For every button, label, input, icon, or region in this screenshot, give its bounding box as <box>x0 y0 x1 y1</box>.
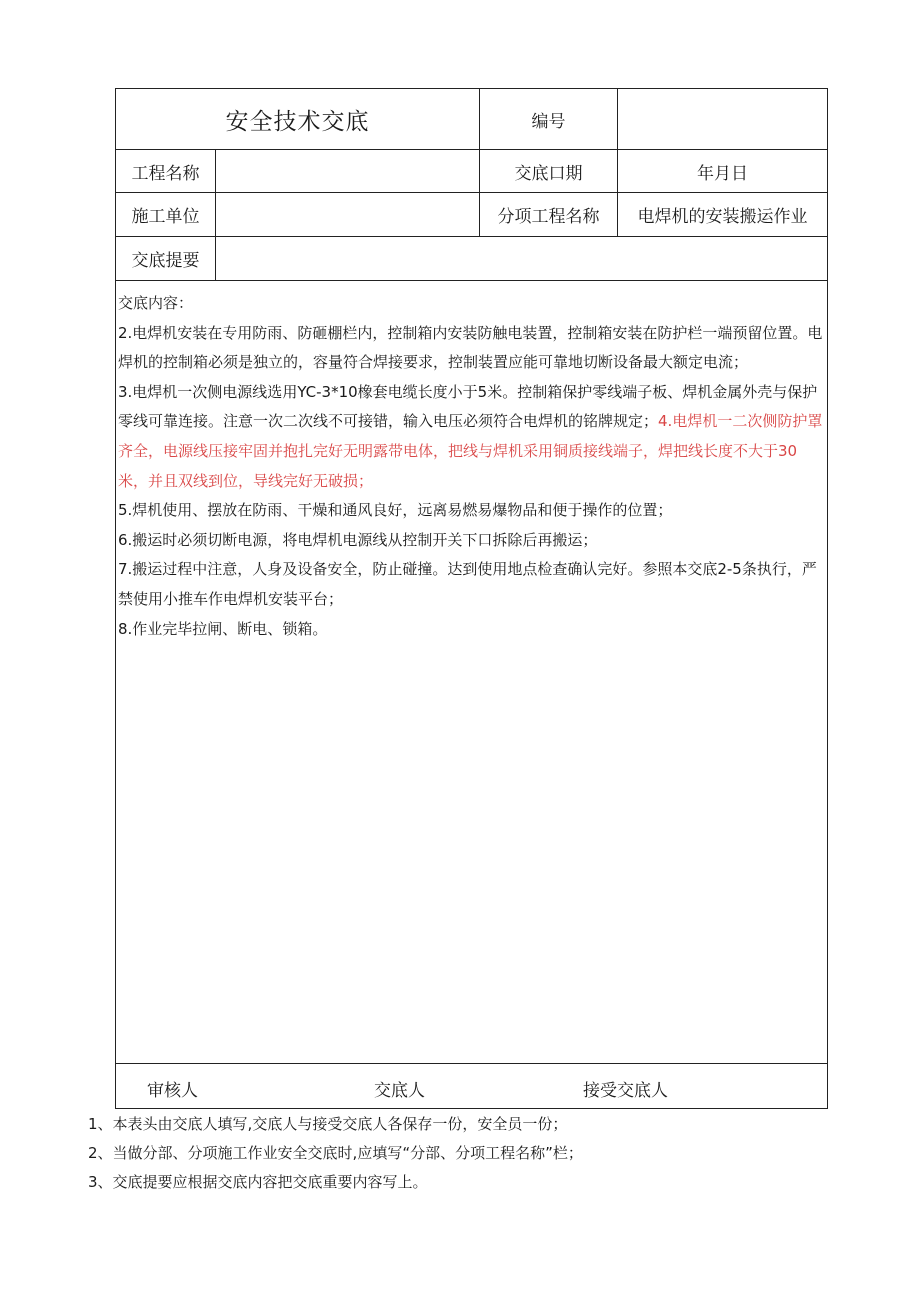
summary-row <box>116 237 828 281</box>
content-item-7: 7.搬运过程中注意，人身及设备安全，防止碰撞。达到使用地点检查确认完好。参照本交底2-5条执行，严禁使用小推车作电焊机安装平台； <box>118 560 817 608</box>
footnote-2: 2、当做分部、分项施工作业安全交底时,应填写“分部、分项工程名称”栏； <box>88 1144 583 1162</box>
project-name-label: 工程名称 <box>116 150 216 193</box>
content-heading: 交底内容： <box>118 294 194 312</box>
content-item-8: 8.作业完毕拉闸、断电、锁箱。 <box>118 619 328 638</box>
discloser-label: 交底人 <box>374 1081 425 1101</box>
construction-unit-label: 施工单位 <box>116 193 216 237</box>
content-item-5: 5.焊机使用、摆放在防雨、干燥和通风良好，远离易燃易爆物品和便于操作的位置； <box>118 501 673 520</box>
safety-disclosure-table <box>115 88 828 1109</box>
footnote-1: 1、本表头由交底人填写,交底人与接受交底人各保存一份，安全员一份； <box>88 1115 568 1133</box>
receiver-label: 接受交底人 <box>583 1081 668 1101</box>
content-item-6: 6.搬运时必须切断电源，将电焊机电源线从控制开关下口拆除后再搬运； <box>118 530 598 549</box>
sub-project-value: 电焊机的安装搬运作业 <box>618 193 828 237</box>
unit-subproject-row <box>116 193 828 237</box>
date-value: 年月日 <box>618 150 828 193</box>
number-label: 编号 <box>480 89 618 150</box>
content-item-3 <box>118 378 827 496</box>
number-value <box>618 89 828 150</box>
content-item-3-text: 3.电焊机一次侧电源线选用YC-3*10橡套电缆长度小于5米。控制箱保护零线端子板、焊机金属外壳与保护零线可靠连接。注意一次二次线不可接错，输入电压必须符合电焊机的铭牌规定； <box>118 382 818 431</box>
disclosure-content-cell <box>116 281 828 1064</box>
header-row <box>116 89 828 150</box>
footnotes <box>88 1110 583 1197</box>
summary-label: 交底提要 <box>116 237 216 281</box>
signature-row <box>116 1064 828 1109</box>
content-item-2: 2.电焊机安装在专用防雨、防砸棚栏内，控制箱内安装防触电装置，控制箱安装在防护栏一端预留位置。电焊机的控制箱必须是独立的，容量符合焊接要求，控制装置应能可靠地切断设备最大额定电流； <box>118 323 823 372</box>
reviewer-label: 审核人 <box>147 1081 198 1101</box>
project-name-value <box>216 150 480 193</box>
summary-value <box>216 237 828 281</box>
footnote-3: 3、交底提要应根据交底内容把交底重要内容写上。 <box>88 1173 428 1191</box>
signature-cell <box>116 1064 828 1109</box>
sub-project-label: 分项工程名称 <box>480 193 618 237</box>
date-label: 交底口期 <box>480 150 618 193</box>
construction-unit-value <box>216 193 480 237</box>
content-row <box>116 281 828 1064</box>
project-date-row <box>116 150 828 193</box>
content-item-4-highlighted: 4.电焊机一二次侧防护罩齐全，电源线压接牢固并抱扎完好无明露带电体，把线与焊机采用铜质接线端子，焊把线长度不大于30米，并且双线到位，导线完好无破损； <box>118 412 823 490</box>
form-title: 安全技术交底 <box>116 89 480 150</box>
